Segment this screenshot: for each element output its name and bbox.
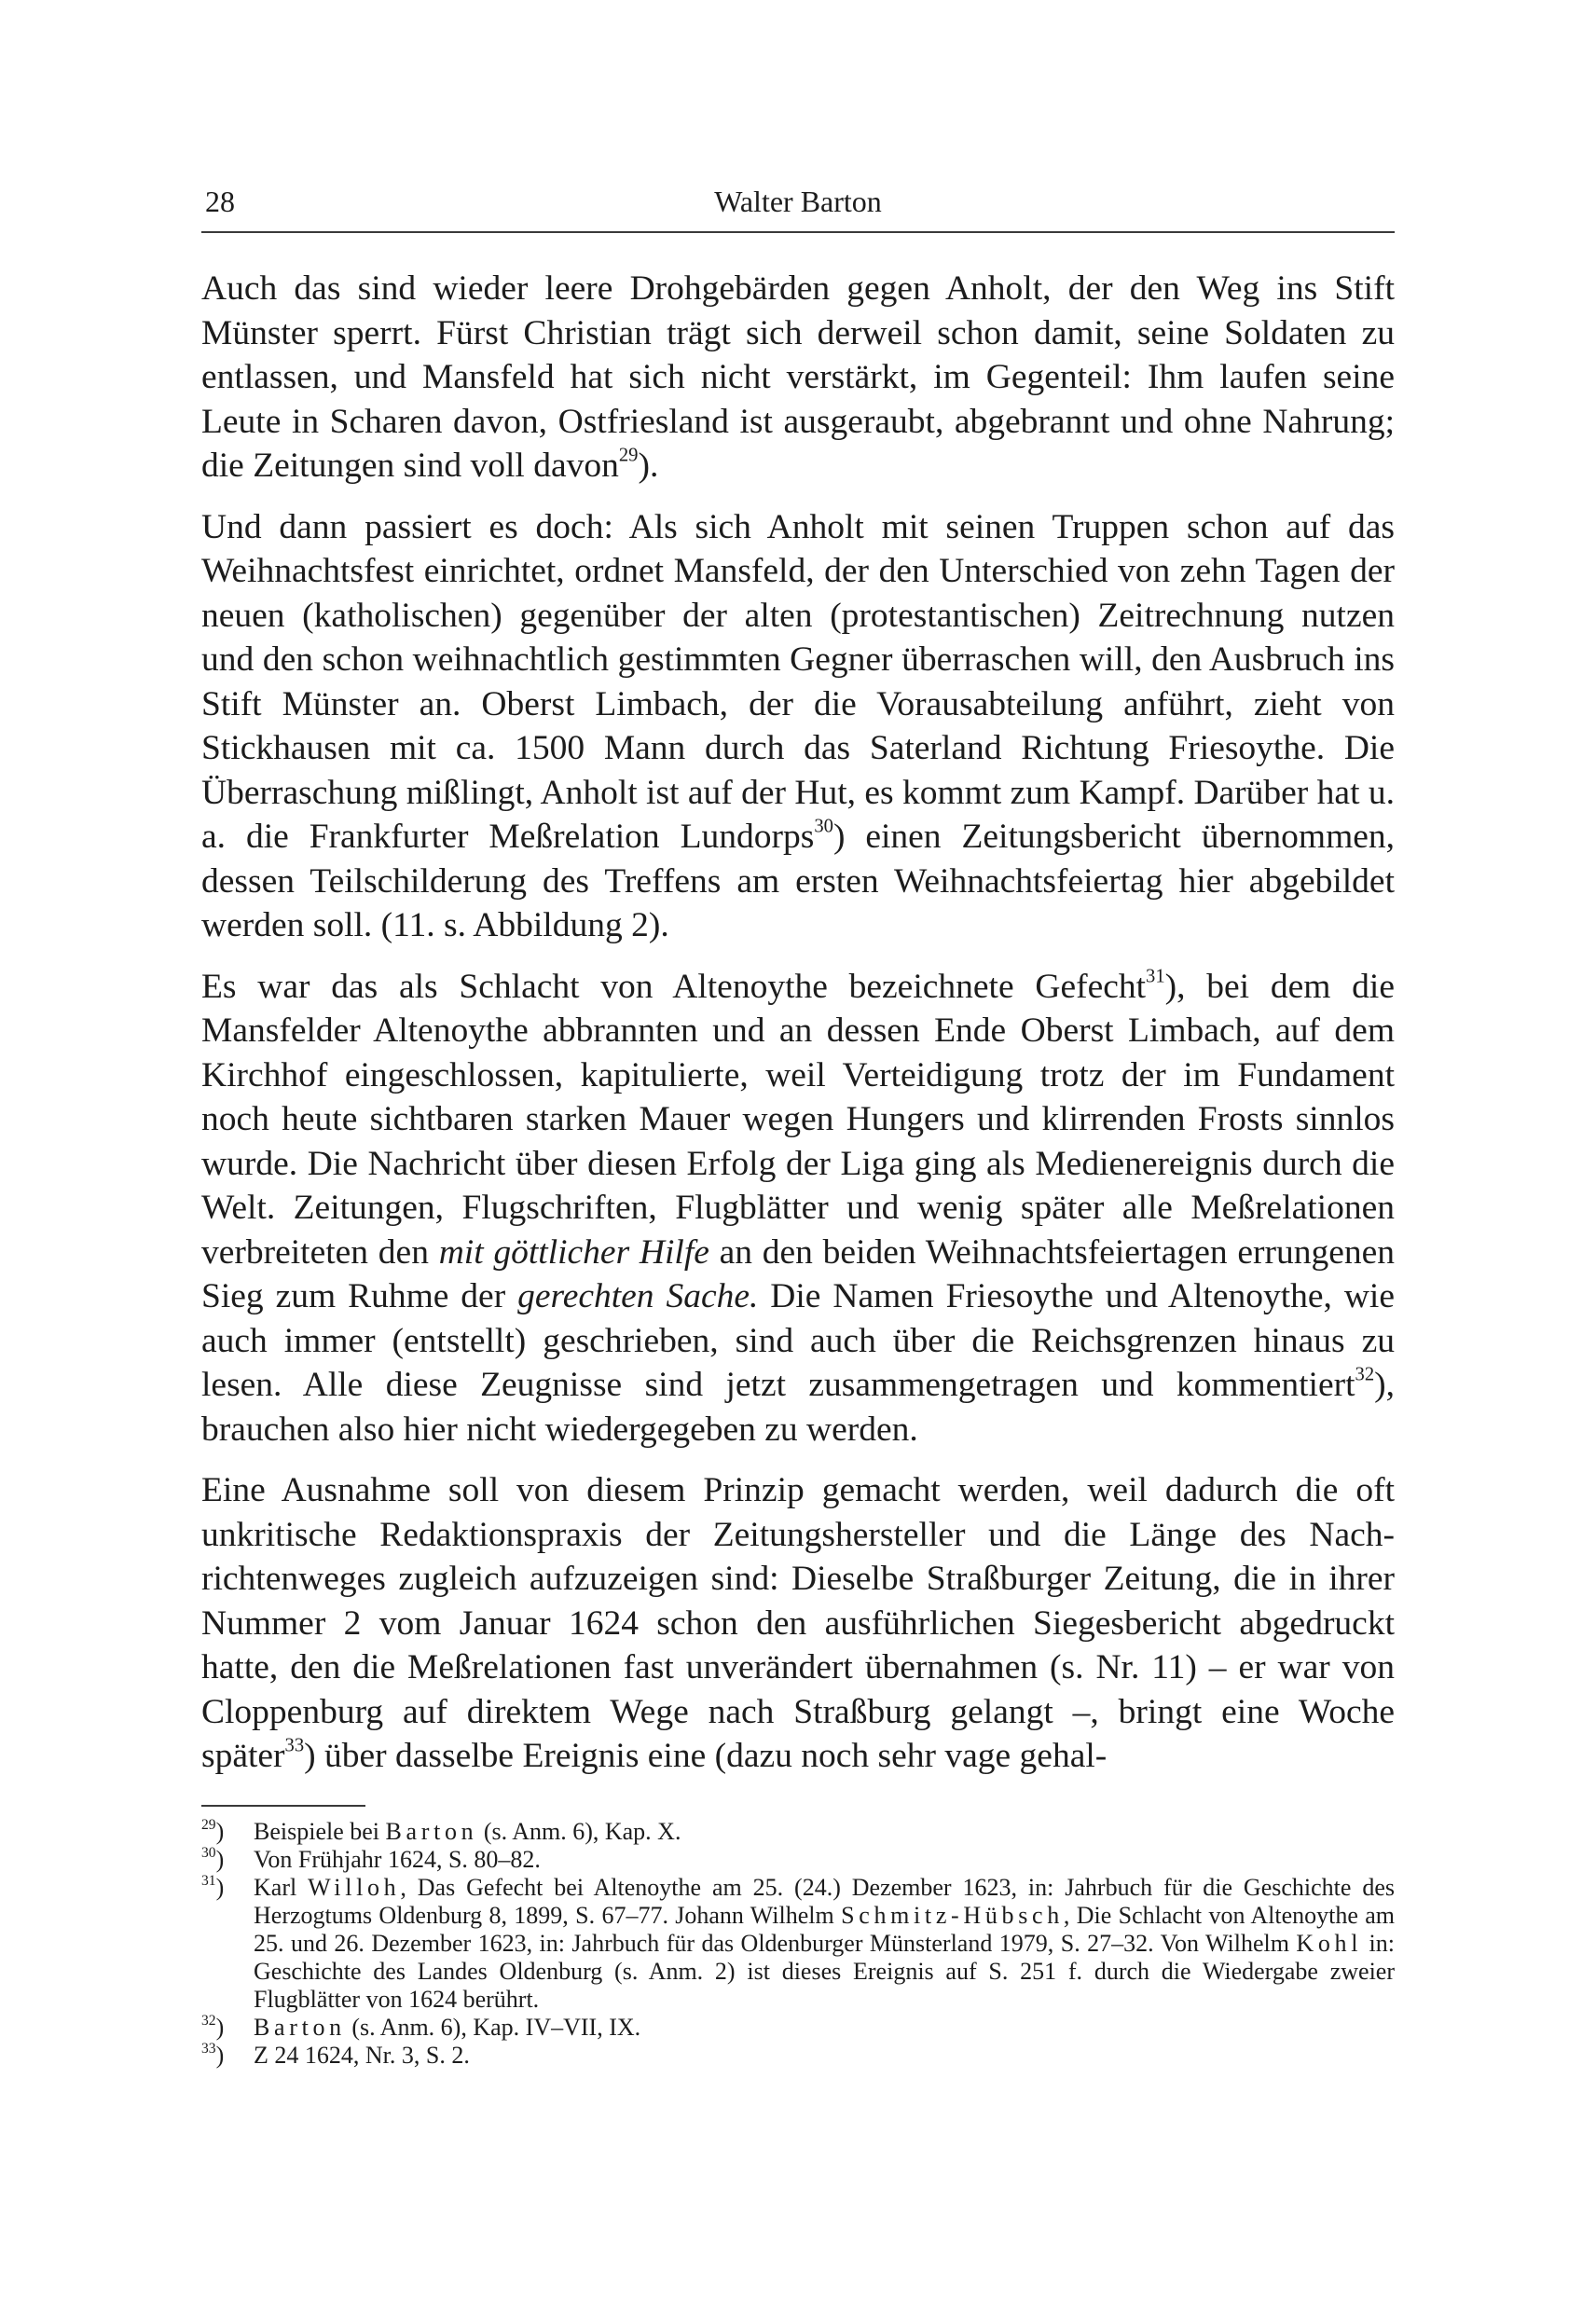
footnote-ref[interactable]: 33	[284, 1735, 305, 1756]
footnote-label: $^{33}$)	[201, 2040, 225, 2069]
paragraph-text: Auch das sind wieder leere Drohgebärden gegen Anholt, der den Weg ins Stift Münster sperrt. Fürst Christian trägt sich derweil schon damit, seine Soldaten zu entlassen, und Mansfeld hat sich nicht verstärkt, im Gegenteil: Ihm laufen seine Leute in Scharen davon, Ostfriesland ist ausgeraubt, abgebrannt und ohne Nahrung; die Zeitungen sind voll davon	[201, 269, 1395, 485]
paragraph-3	[201, 965, 1395, 1452]
paragraph-text: Eine Ausnahme soll von diesem Prinzip gemacht werden, weil dadurch die oft unkritische Redaktionspraxis der Zeitungshersteller und die Länge des Nachrichtenweges zugleich aufzuzeigen sind: Dieselbe Straßburger Zeitung, die in ihrer Nummer 2 vom Januar 1624 schon den ausführlichen Siegesbericht abgedruckt hatte, den die Meßrelationen fast unverändert übernahmen (s. Nr. 11) – er war von Cloppenburg auf direktem Wege nach Straßburg gelangt –, bringt eine Woche später	[201, 1471, 1395, 1775]
paragraph-2	[201, 505, 1395, 948]
footnote-29	[201, 1818, 1395, 1846]
footnote-label: $^{31}$)	[201, 1872, 225, 1901]
author-name: Schmitz-Hübsch	[841, 1901, 1064, 1929]
footnote-text: (s. Anm. 6), Kap. X.	[477, 1817, 681, 1845]
footnote-text: Karl	[254, 1873, 309, 1901]
paragraph-text: ), bei dem die Mansfelder Altenoythe abbrannten und an dessen Ende Oberst Limbach, auf dem Kirchhof eingeschlossen, kapitulierte, weil Verteidigung trotz der im Fundament noch heute sichtbaren starken Mauer wegen Hungers und klirrenden Frosts sinnlos wurde. Die Nachricht über diesen Erfolg der Liga ging als Medienereignis durch die Welt. Zeitungen, Flugschriften, Flugblätter und wenig später alle Meßrelationen verbreiteten den	[201, 967, 1395, 1272]
footnote-text: , Das Gefecht bei Altenoythe am 25. (24.) Dezember 1623, in: Jahrbuch für die Geschichte des Herzogtums Oldenburg 8, 1899, S. 67–77. Johann Wilhelm	[254, 1873, 1395, 1929]
body-text	[201, 267, 1395, 1779]
italic-phrase: mit göttlicher Hilfe	[438, 1232, 709, 1272]
page	[201, 185, 1395, 2070]
footnote-ref[interactable]: 32	[1355, 1364, 1375, 1385]
page-number: 28	[205, 185, 235, 218]
author-name: Willoh	[308, 1873, 401, 1901]
footnote-text: (s. Anm. 6), Kap. IV–VII, IX.	[345, 2013, 641, 2041]
footnote-ref[interactable]: 30	[814, 816, 833, 837]
paragraph-text: Und dann passiert es doch: Als sich Anholt mit seinen Truppen schon auf das Weihnachtsfest einrichtet, ordnet Mansfeld, der den Unterschied von zehn Tagen der neuen (katholischen) gegenüber der alten (protestantischen) Zeitrechnung nutzen und den schon weihnachtlich gestimmten Gegner überraschen will, den Ausbruch ins Stift Münster an. Oberst Limbach, der die Vorausabteilung anführt, zieht von Stickhausen mit ca. 1500 Mann durch das Saterland Richtung Friesoythe. Die Überraschung mißlingt, Anholt ist auf der Hut, es kommt zum Kampf. Darüber hat u. a. die Frankfurter Meßrelation Lundorps	[201, 507, 1395, 856]
author-name: Barton	[254, 2013, 346, 2041]
running-title: Walter Barton	[714, 185, 882, 218]
footnote-label: $^{30}$)	[201, 1844, 225, 1873]
paragraph-1	[201, 267, 1395, 489]
footnote-31	[201, 1874, 1395, 2014]
footnote-text: Von Frühjahr 1624, S. 80–82.	[254, 1845, 541, 1873]
paragraph-4	[201, 1468, 1395, 1779]
footnote-number: 32	[201, 2012, 216, 2029]
running-head	[201, 185, 1395, 233]
footnote-divider	[201, 1805, 365, 1807]
footnote-label: $^{32}$)	[201, 2012, 225, 2041]
footnote-text: Z 24 1624, Nr. 3, S. 2.	[254, 2041, 470, 2069]
footnote-text: , Die Schlacht von Altenoythe am 25. und 26. Dezember 1623, in: Jahrbuch für das Oldenburger Münsterland 1979, S. 27–32. Von Wilhelm	[254, 1901, 1396, 1957]
footnote-number: 29	[201, 1816, 216, 1833]
footnote-label: $^{29}$)	[201, 1816, 225, 1845]
paragraph-text: Es war das als Schlacht von Altenoythe bezeichnete Gefecht	[201, 967, 1147, 1006]
paragraph-text: Die Namen Friesoythe und Altenoythe, wie auch immer (entstellt) geschrieben, sind auch über die Reichsgrenzen hinaus zu lesen. Alle diese Zeugnisse sind jetzt zusammengetragen und kommentiert	[201, 1277, 1395, 1404]
italic-phrase: gerechten Sache.	[517, 1277, 759, 1315]
footnote-32	[201, 2014, 1395, 2042]
footnote-number: 31	[201, 1872, 216, 1889]
footnote-30	[201, 1846, 1395, 1874]
footnote-ref[interactable]: 29	[618, 445, 639, 466]
paragraph-text: ) einen Zeitungsbericht übernommen, dessen Teilschilderung des Treffens am ersten Weihnachtsfeiertag hier abgebildet werden soll. (11. s. Abbildung 2).	[201, 818, 1396, 944]
author-name: Barton	[385, 1817, 478, 1845]
footnote-33	[201, 2042, 1395, 2070]
footnote-number: 33	[201, 2040, 216, 2057]
paragraph-text: ).	[638, 447, 659, 485]
paragraph-text: ) über dasselbe Ereignis eine (dazu noch sehr vage gehal-	[304, 1737, 1108, 1775]
footnote-number: 30	[201, 1844, 216, 1861]
footnotes	[201, 1818, 1395, 2070]
author-name: Kohl	[1296, 1929, 1363, 1957]
footnote-ref[interactable]: 31	[1146, 966, 1165, 986]
footnote-text: Beispiele bei	[254, 1817, 386, 1845]
paragraph-text: ), brauchen also hier nicht wiedergegeben zu werden.	[201, 1366, 1395, 1449]
footnote-text: in: Geschichte des Landes Oldenburg (s. Anm. 2) ist dieses Ereignis auf S. 251 f. durch die Wiedergabe zweier Flugblätter von 1624 berührt.	[254, 1929, 1395, 2013]
paragraph-text: an den beiden Weihnachtsfeiertagen errungenen Sieg zum Ruhme der	[201, 1232, 1396, 1315]
